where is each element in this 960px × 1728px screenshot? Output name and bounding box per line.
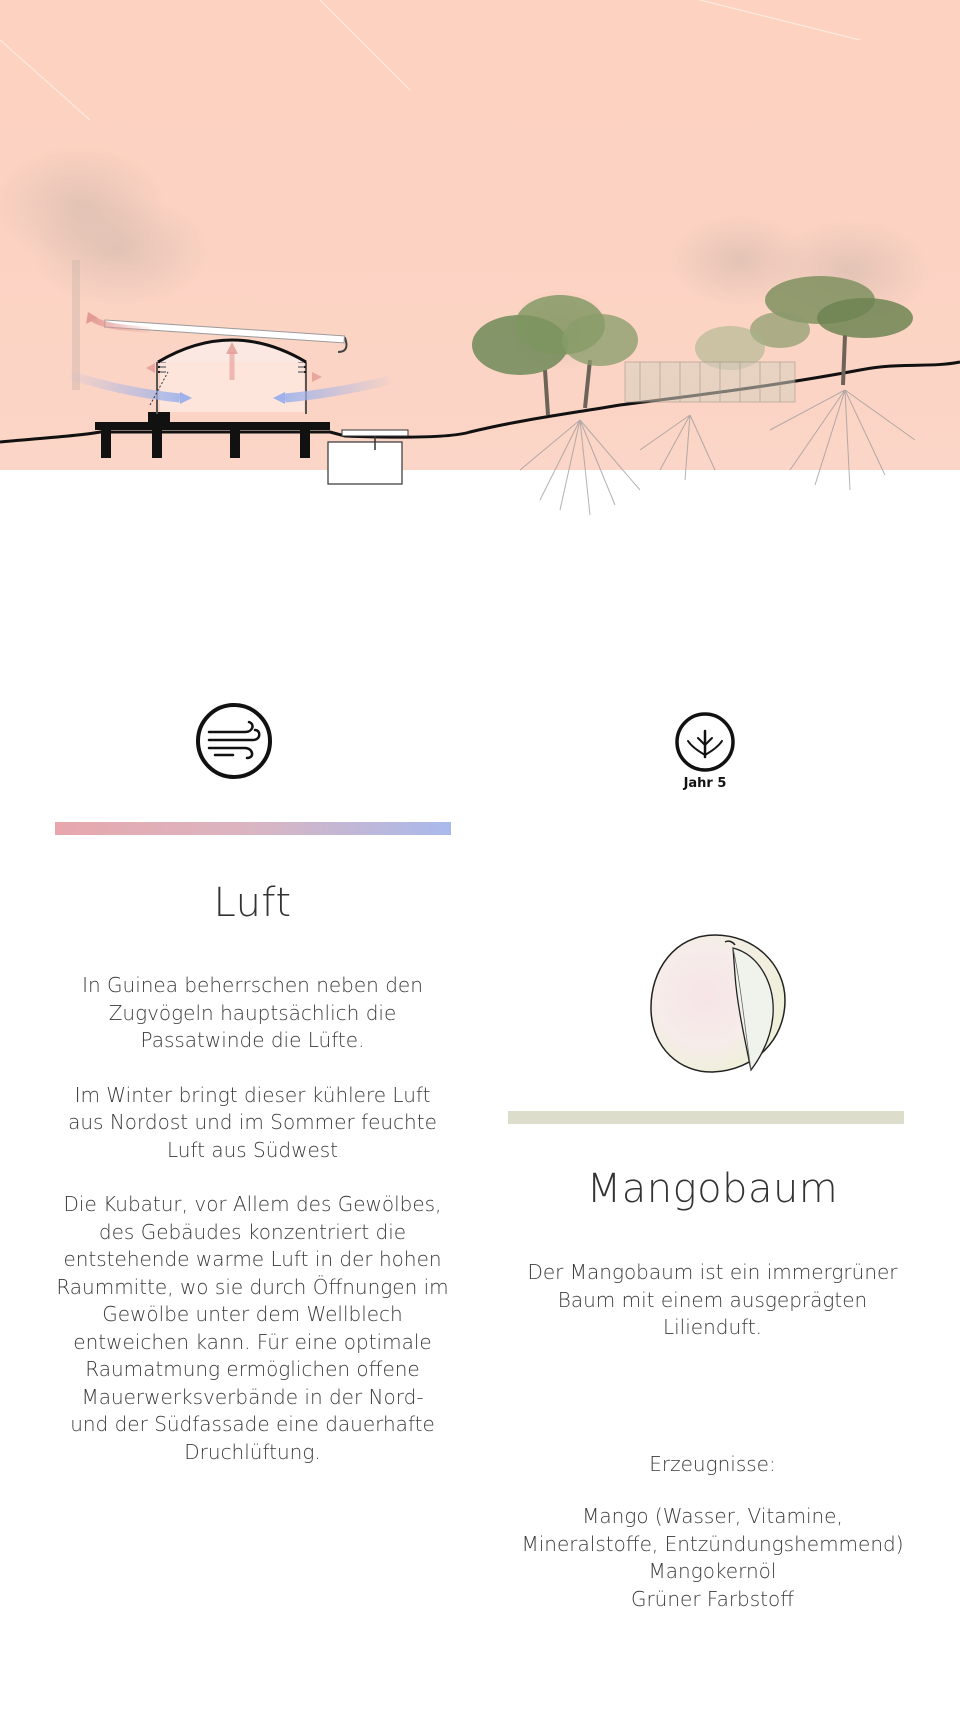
building-section [95, 320, 408, 484]
right-description: Der Mangobaum ist ein immergrüner Baum mit einem ausgeprägten Lilienduft. [527, 1260, 898, 1339]
left-body [40, 972, 465, 1493]
left-paragraph-2: Im Winter bringt dieser kühlere Luft aus Nordost und im Sommer feuchte Luft aus Südwest [68, 1082, 437, 1162]
right-column [500, 1166, 925, 1212]
products-title: Erzeugnisse: [649, 1452, 776, 1476]
right-description-block [500, 1259, 925, 1369]
products-block [500, 1452, 925, 1613]
plant-sprout-icon [674, 711, 736, 773]
background-trees [0, 145, 930, 390]
air-gradient-bar [55, 822, 451, 835]
right-title: Mangobaum [586, 1166, 839, 1212]
left-title: Luft [213, 880, 292, 926]
left-column [40, 880, 465, 926]
product-item: Mango (Wasser, Vitamine, [582, 1504, 843, 1528]
icon-caption-year: Jahr 5 [683, 776, 727, 791]
mango-color-bar [508, 1111, 904, 1124]
left-paragraph-3: Die Kubatur, vor Allem des Gewölbes, des Gebäudes konzentriert die entstehende warme Luft in der hohen Raummitte, wo sie durch Öffnungen im Gewölbe unter dem Wellblech entweichen kann. Für eine optimale Raumatmung ermöglichen offene Mauerwerksverbände in der Nord- und der Südfassade eine dauerhafte Druchlüftung. [56, 1192, 449, 1464]
mango-fruit-illustration [645, 930, 795, 1080]
contrail-lines [0, 0, 860, 120]
product-item: Mangokernöl [648, 1559, 777, 1583]
trees-group [472, 276, 915, 515]
section-illustration [0, 0, 960, 560]
product-item: Mineralstoffe, Entzündungshemmend) [521, 1531, 904, 1556]
left-paragraph-1: In Guinea beherrschen neben den Zugvögeln hauptsächlich die Passatwinde die Lüfte. [82, 973, 423, 1052]
product-item: Grüner Farbstoff [630, 1586, 795, 1611]
wind-icon [195, 702, 273, 780]
